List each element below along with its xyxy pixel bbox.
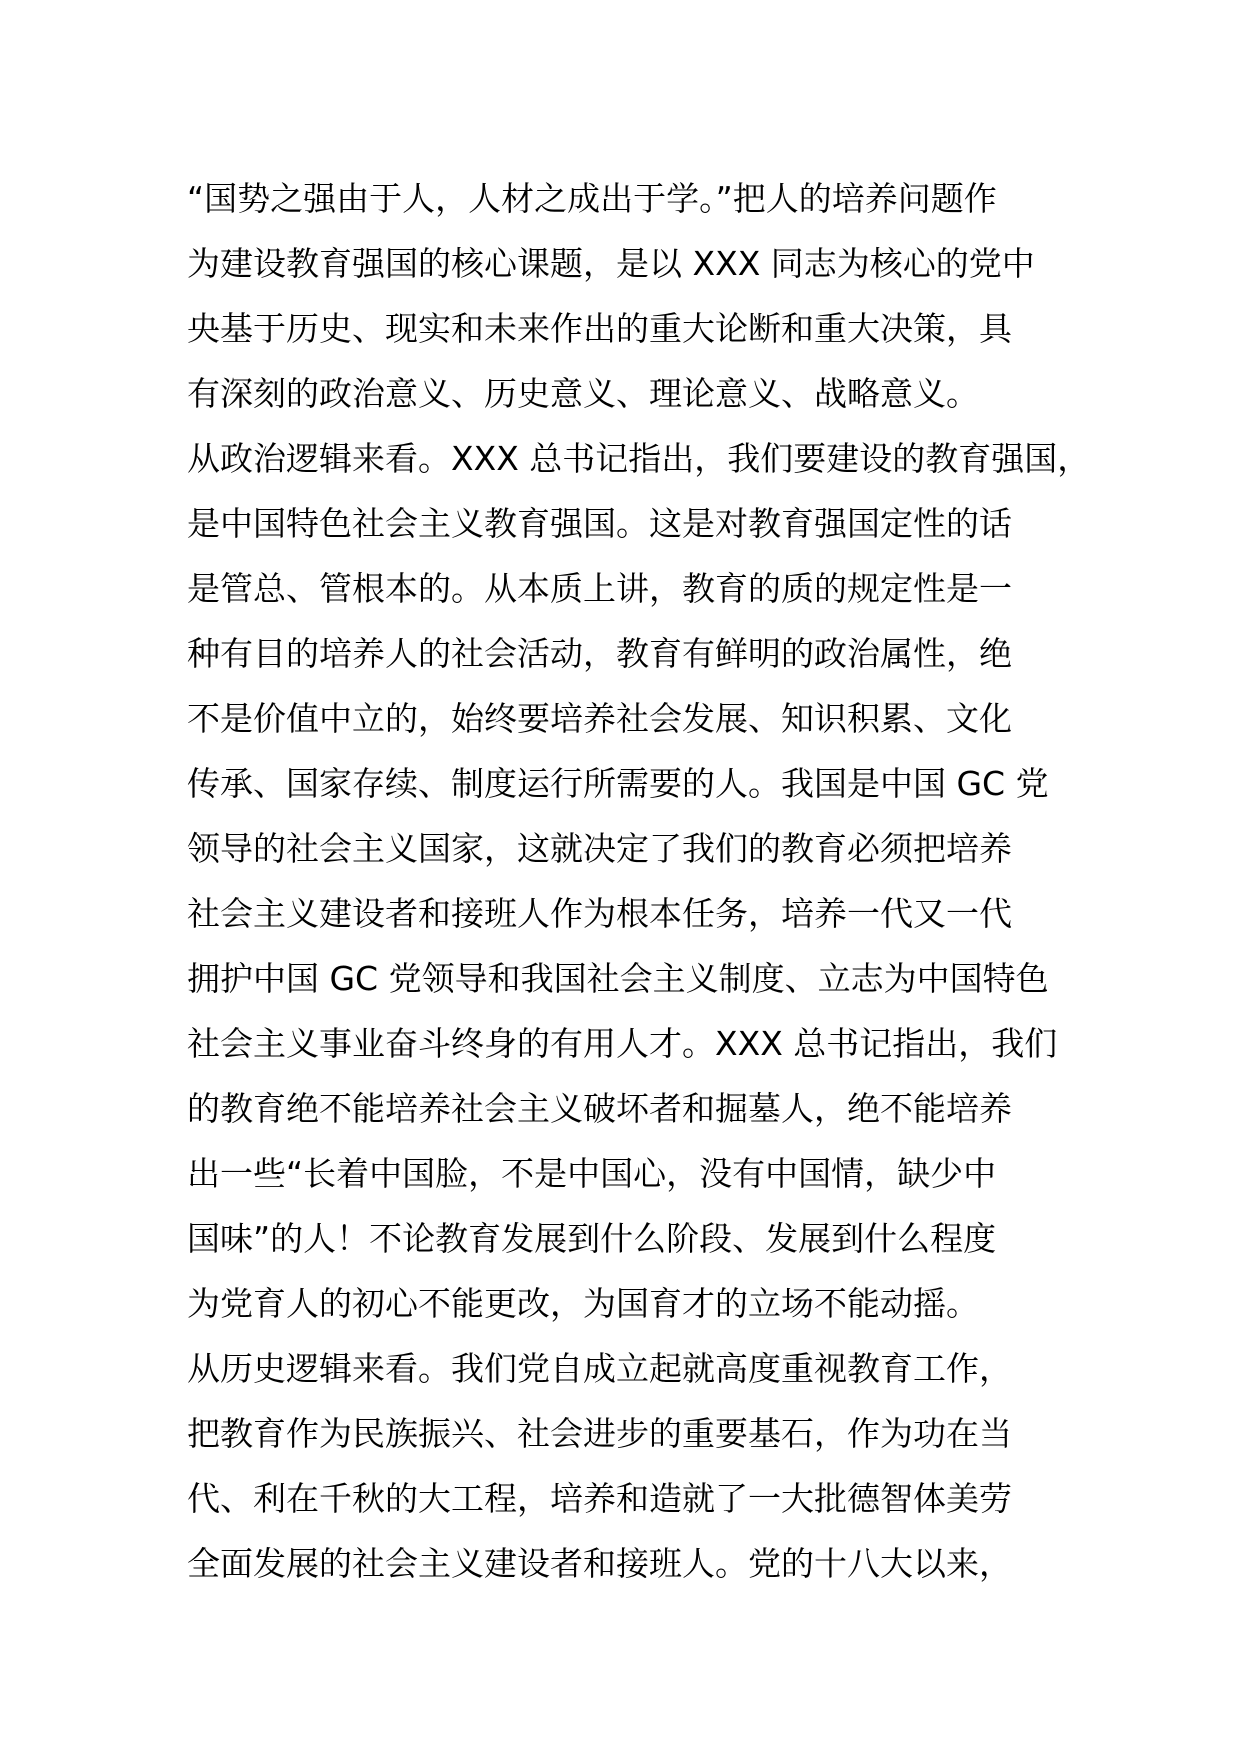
text-line: 出一些“长着中国脸，不是中国心，没有中国情，缺少中 — [187, 1154, 997, 1193]
text-line: 拥护中国 GC 党领导和我国社会主义制度、立志为中国特色 — [187, 959, 1049, 998]
text-line: 从历史逻辑来看。我们党自成立起就高度重视教育工作， — [187, 1349, 1012, 1388]
text-line: 社会主义建设者和接班人作为根本任务，培养一代又一代 — [187, 894, 1012, 933]
text-line: 为建设教育强国的核心课题，是以 XXX 同志为核心的党中 — [187, 244, 1035, 283]
text-line: 传承、国家存续、制度运行所需要的人。我国是中国 GC 党 — [187, 764, 1049, 803]
text-line: 央基于历史、现实和未来作出的重大论断和重大决策，具 — [187, 309, 1012, 348]
text-line: 有深刻的政治意义、历史意义、理论意义、战略意义。 — [187, 374, 979, 413]
body-text — [187, 166, 1091, 1596]
text-line: 的教育绝不能培养社会主义破坏者和掘墓人，绝不能培养 — [187, 1089, 1012, 1128]
text-line: 国味”的人！不论教育发展到什么阶段、发展到什么程度 — [187, 1219, 997, 1258]
text-line: 是管总、管根本的。从本质上讲，教育的质的规定性是一 — [187, 569, 1012, 608]
text-line: 从政治逻辑来看。XXX 总书记指出，我们要建设的教育强国， — [187, 439, 1091, 478]
text-line: 为党育人的初心不能更改，为国育才的立场不能动摇。 — [187, 1284, 979, 1323]
text-line: “国势之强由于人，人材之成出于学。”把人的培养问题作 — [187, 179, 997, 218]
text-line: 全面发展的社会主义建设者和接班人。党的十八大以来， — [187, 1544, 1012, 1583]
text-line: 社会主义事业奋斗终身的有用人才。XXX 总书记指出，我们 — [187, 1024, 1058, 1063]
text-line: 把教育作为民族振兴、社会进步的重要基石，作为功在当 — [187, 1414, 1012, 1453]
text-line: 种有目的培养人的社会活动，教育有鲜明的政治属性，绝 — [187, 634, 1012, 673]
text-line: 领导的社会主义国家，这就决定了我们的教育必须把培养 — [187, 829, 1012, 868]
text-line: 是中国特色社会主义教育强国。这是对教育强国定性的话 — [187, 504, 1012, 543]
text-line: 代、利在千秋的大工程，培养和造就了一大批德智体美劳 — [187, 1479, 1012, 1518]
text-line: 不是价值中立的，始终要培养社会发展、知识积累、文化 — [187, 699, 1012, 738]
